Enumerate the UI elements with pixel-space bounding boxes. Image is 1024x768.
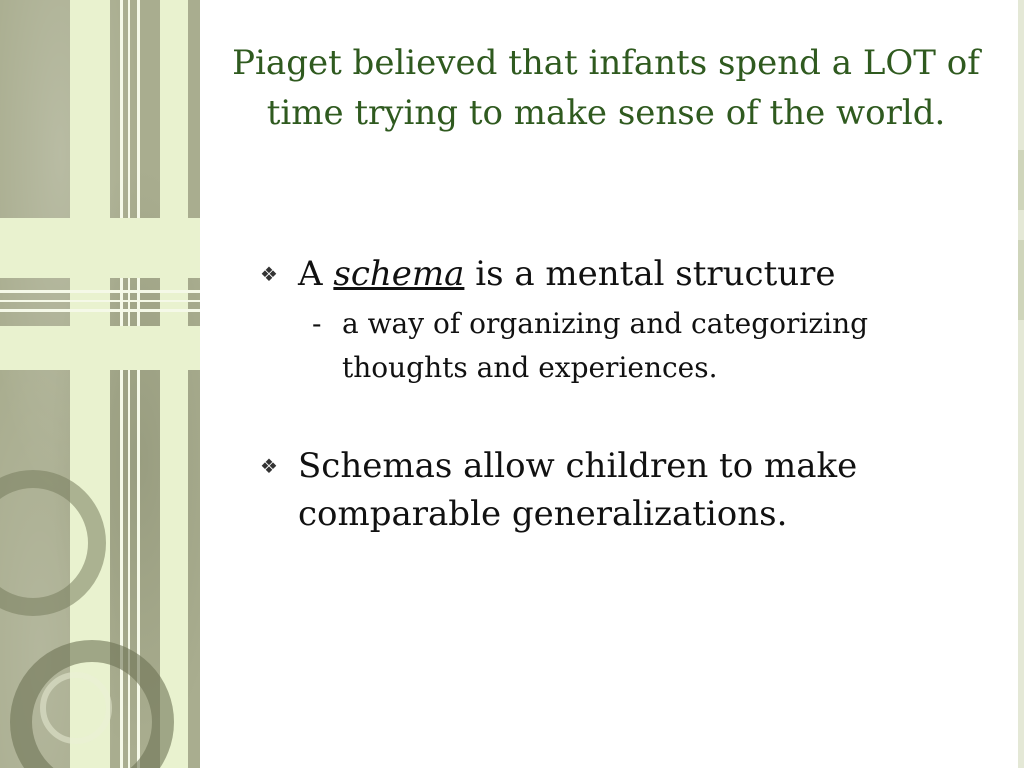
bullet-schema <box>260 250 960 298</box>
bullet-suffix: is a mental structure <box>464 254 836 294</box>
slide-body <box>260 250 960 538</box>
horizontal-line <box>0 300 200 302</box>
schema-term: schema <box>333 254 465 294</box>
horizontal-stripe <box>0 326 200 370</box>
horizontal-line <box>0 309 200 312</box>
decorative-side-panel <box>0 0 200 768</box>
dash-bullet-icon: - <box>312 307 322 340</box>
edge-segment <box>1018 150 1024 210</box>
diamond-bullet-icon: ❖ <box>260 454 278 478</box>
edge-segment <box>1018 240 1024 320</box>
sub-bullet-definition <box>260 302 960 390</box>
circle-motif <box>40 672 112 744</box>
spacer <box>260 390 960 442</box>
horizontal-stripe <box>0 218 200 278</box>
horizontal-line <box>0 290 200 293</box>
right-edge-band <box>1018 0 1024 768</box>
diamond-bullet-icon: ❖ <box>260 262 278 286</box>
sub-bullet-text: a way of organizing and categorizing thoughts and experiences. <box>342 307 869 384</box>
bullet-generalizations <box>260 442 960 538</box>
slide-title: Piaget believed that infants spend a LOT of time trying to make sense of the world. <box>232 43 980 133</box>
bullet-text: Schemas allow children to make comparable generalizations. <box>298 446 858 534</box>
bullet-prefix: A <box>298 254 334 294</box>
vertical-stripe <box>160 0 188 768</box>
